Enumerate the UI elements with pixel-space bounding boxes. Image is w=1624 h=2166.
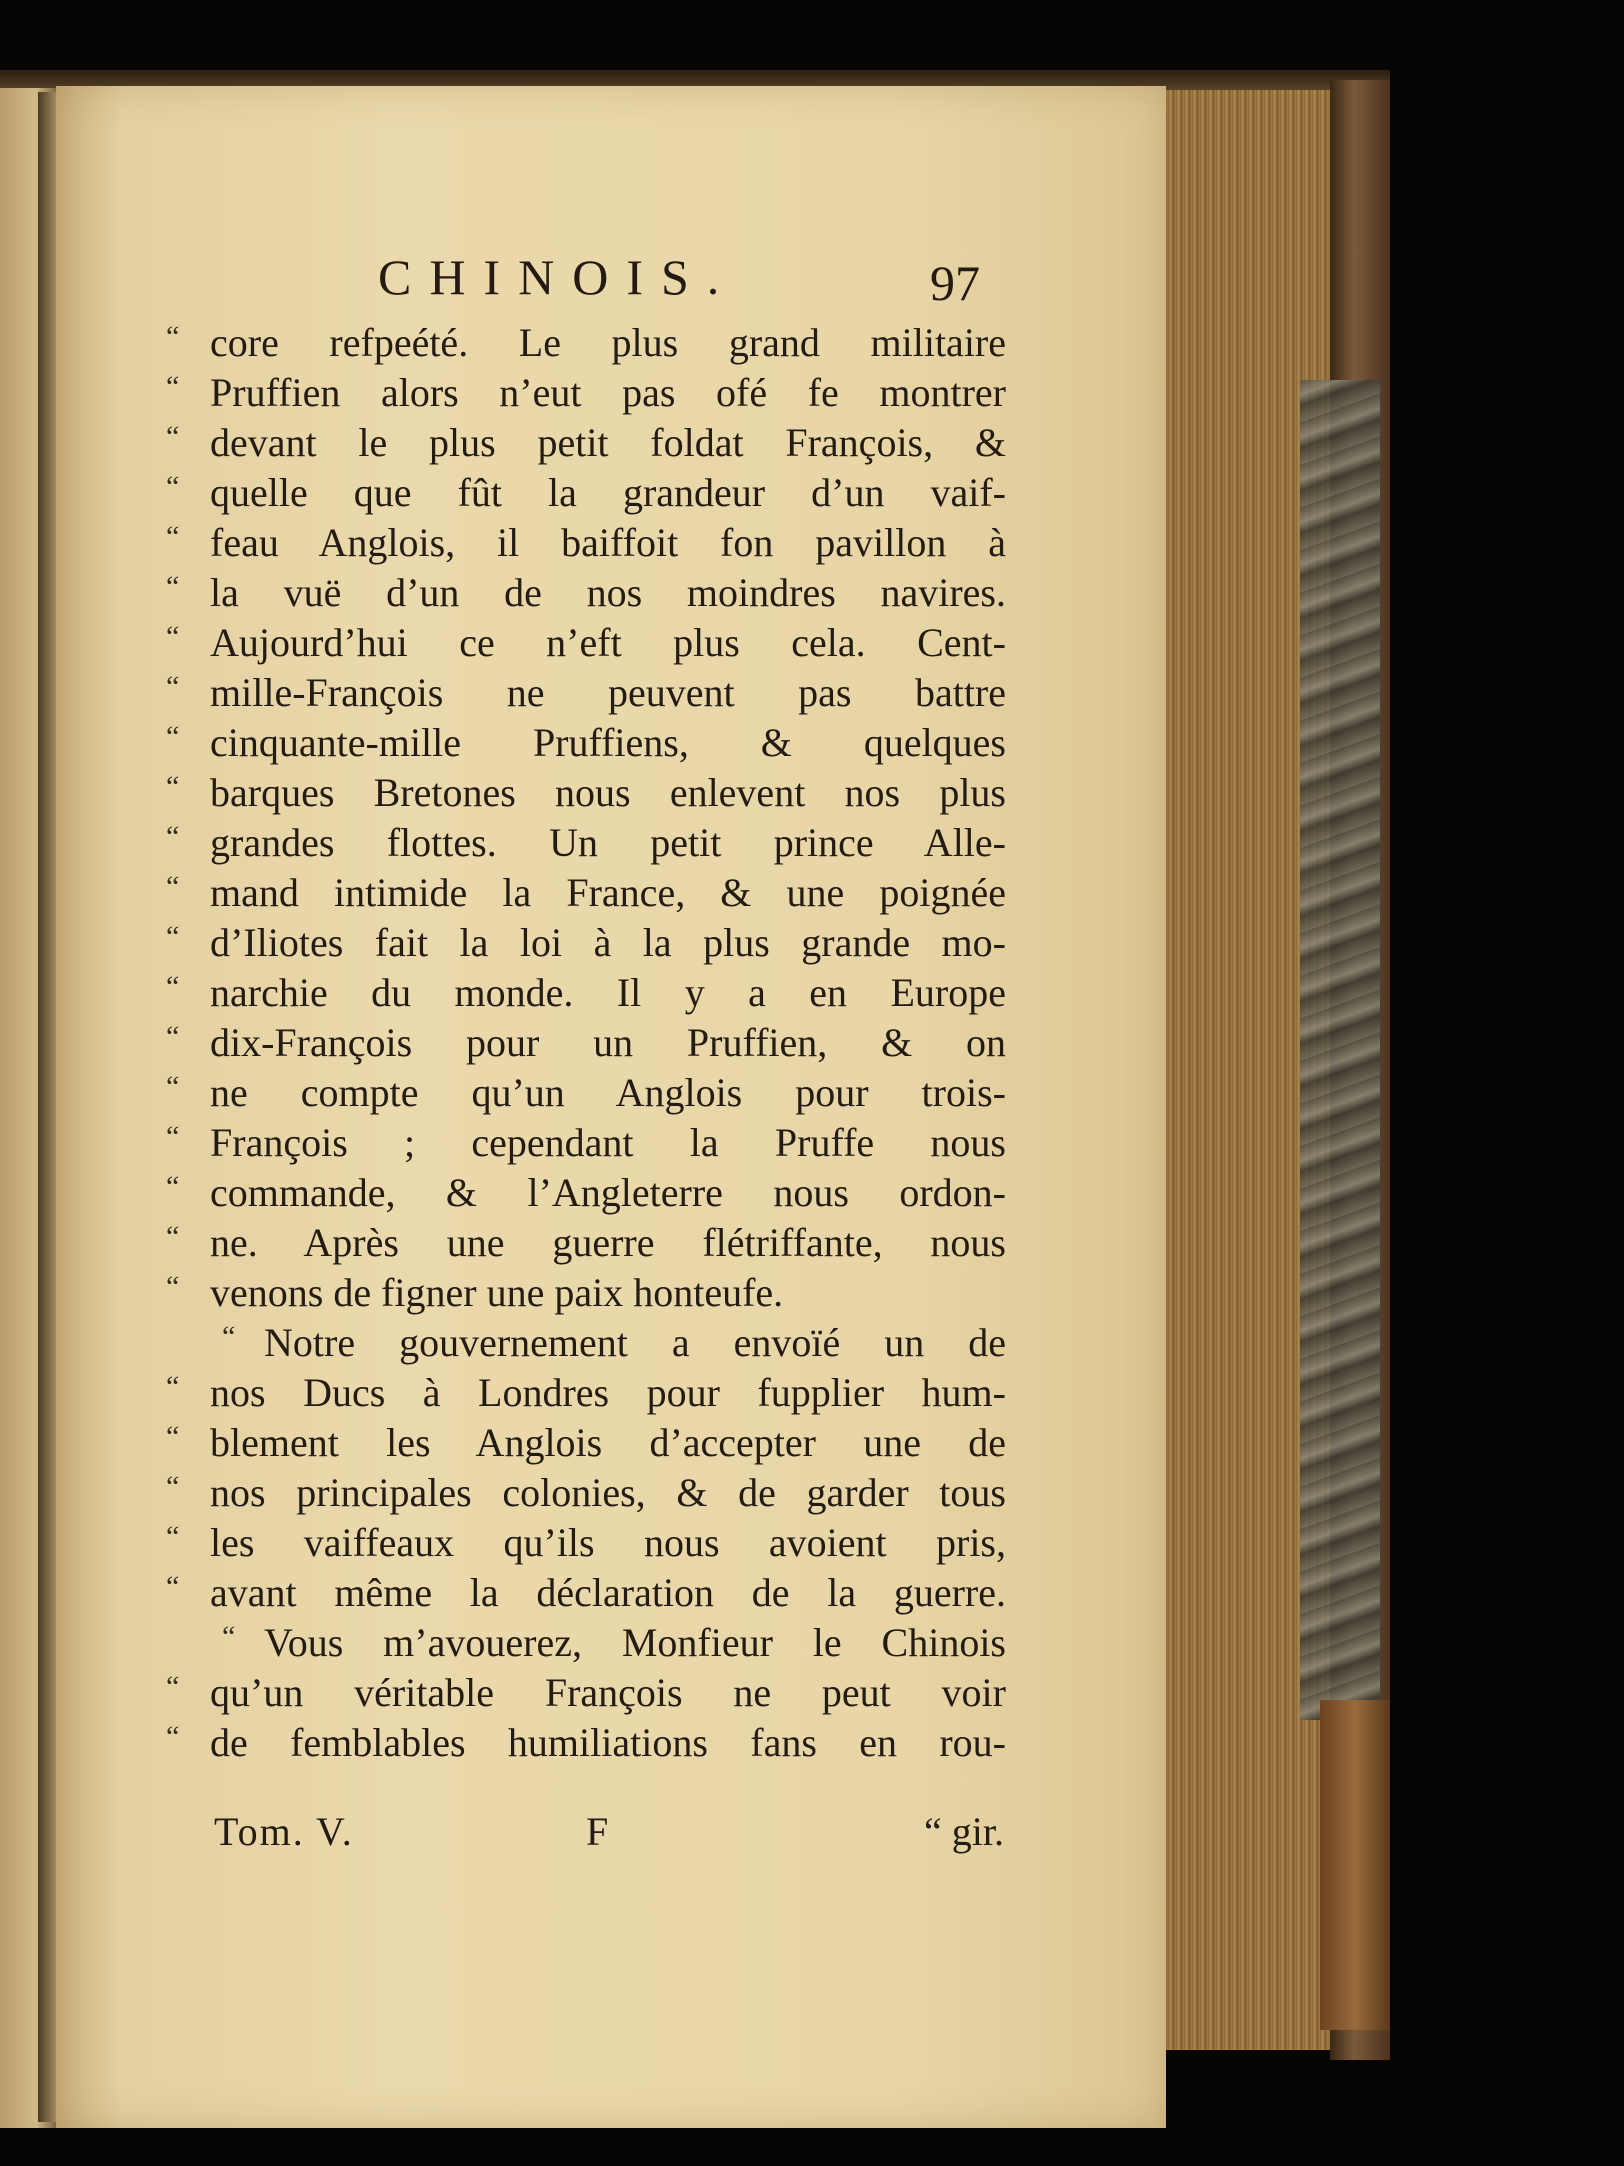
line-text: François ; cependant la Pruffe nous <box>210 1120 1006 1165</box>
line-text: barques Bretones nous enlevent nos plus <box>210 770 1006 815</box>
text-line <box>166 1618 1006 1668</box>
quote-mark: “ <box>166 1720 180 1753</box>
text-line <box>166 1518 1006 1568</box>
text-line <box>166 1418 1006 1468</box>
line-text: les vaiffeaux qu’ils nous avoient pris, <box>210 1520 1006 1565</box>
quote-mark: “ <box>222 1620 236 1653</box>
leather-corner <box>1320 1700 1390 2030</box>
text-line <box>166 918 1006 968</box>
text-line <box>166 1168 1006 1218</box>
quote-mark: “ <box>166 470 180 503</box>
running-head-title: CHINOIS. <box>378 249 738 305</box>
text-line <box>166 868 1006 918</box>
quote-mark: “ <box>166 1370 180 1403</box>
line-text: venons de figner une paix honteufe. <box>210 1270 784 1315</box>
quote-mark: “ <box>166 970 180 1003</box>
quote-mark: “ <box>166 320 180 353</box>
line-text: quelle que fût la grandeur d’un vaif- <box>210 470 1006 515</box>
quote-mark: “ <box>166 1020 180 1053</box>
text-line <box>166 1068 1006 1118</box>
line-text: mille-François ne peuvent pas battre <box>210 670 1006 715</box>
line-text: de femblables humiliations fans en rou- <box>210 1720 1006 1765</box>
quote-mark: “ <box>166 870 180 903</box>
text-line <box>166 368 1006 418</box>
line-text: nos principales colonies, & de garder tous <box>210 1470 1006 1515</box>
quote-mark: “ <box>166 370 180 403</box>
line-text: ne. Après une guerre flétriffante, nous <box>210 1220 1006 1265</box>
text-line <box>166 1318 1006 1368</box>
text-line <box>166 1568 1006 1618</box>
quote-mark: “ <box>166 720 180 753</box>
line-text: Pruffien alors n’eut pas ofé fe montrer <box>210 370 1006 415</box>
quote-mark: “ <box>166 670 180 703</box>
text-line <box>166 718 1006 768</box>
line-text: avant même la déclaration de la guerre. <box>210 1570 1006 1615</box>
quote-mark: “ <box>166 520 180 553</box>
line-text: dix-François pour un Pruffien, & on <box>210 1020 1006 1065</box>
line-text: grandes flottes. Un petit prince Alle- <box>210 820 1006 865</box>
text-line <box>166 968 1006 1018</box>
text-line <box>166 1468 1006 1518</box>
quote-mark: “ <box>166 1470 180 1503</box>
line-text: la vuë d’un de nos moindres navires. <box>210 570 1006 615</box>
quote-mark: “ <box>166 1270 180 1303</box>
signature-line <box>214 1808 1004 1868</box>
line-text: narchie du monde. Il y a en Europe <box>210 970 1006 1015</box>
text-line <box>166 318 1006 368</box>
signature-mark: F <box>586 1809 609 1854</box>
quote-mark: “ <box>166 1070 180 1103</box>
text-line <box>166 418 1006 468</box>
text-line <box>166 768 1006 818</box>
text-line <box>166 1118 1006 1168</box>
line-text: devant le plus petit foldat François, & <box>210 420 1006 465</box>
quote-mark: “ <box>166 1570 180 1603</box>
text-line <box>166 1368 1006 1418</box>
quote-mark: “ <box>166 1120 180 1153</box>
line-text: mand intimide la France, & une poignée <box>210 870 1006 915</box>
text-line <box>166 818 1006 868</box>
text-line <box>166 1218 1006 1268</box>
line-text: cinquante-mille Pruffiens, & quelques <box>210 720 1006 765</box>
text-line <box>166 468 1006 518</box>
text-line <box>166 568 1006 618</box>
quote-mark: “ <box>166 1420 180 1453</box>
text-line <box>166 1268 1006 1318</box>
line-text: Vous m’avouerez, Monfieur le Chinois <box>264 1620 1006 1665</box>
line-text: Notre gouvernement a envoïé un de <box>264 1320 1006 1365</box>
quote-mark: “ <box>166 1520 180 1553</box>
running-head <box>378 248 1018 328</box>
quote-mark: “ <box>222 1320 236 1353</box>
volume-mark: Tom. V. <box>214 1809 354 1854</box>
line-text: blement les Anglois d’accepter une de <box>210 1420 1006 1465</box>
line-text: d’Iliotes fait la loi à la plus grande mo- <box>210 920 1006 965</box>
line-text: feau Anglois, il baiffoit fon pavillon à <box>210 520 1006 565</box>
quote-mark: “ <box>166 1670 180 1703</box>
line-text: qu’un véritable François ne peut voir <box>210 1670 1006 1715</box>
line-text: core refpeété. Le plus grand militaire <box>210 320 1006 365</box>
text-line <box>166 668 1006 718</box>
page-number: 97 <box>930 255 980 311</box>
line-text: commande, & l’Angleterre nous ordon- <box>210 1170 1006 1215</box>
text-line <box>166 1018 1006 1068</box>
quote-mark: “ <box>166 920 180 953</box>
line-text: ne compte qu’un Anglois pour trois- <box>210 1070 1006 1115</box>
text-line <box>166 518 1006 568</box>
quote-mark: “ <box>166 420 180 453</box>
quote-mark: “ <box>166 1220 180 1253</box>
quote-mark: “ <box>166 620 180 653</box>
line-text: Aujourd’hui ce n’eft plus cela. Cent- <box>210 620 1006 665</box>
quote-mark: “ <box>166 820 180 853</box>
marbled-cover <box>1300 380 1380 1720</box>
quote-mark: “ <box>166 770 180 803</box>
body-text <box>166 318 1006 1768</box>
catchword: “ gir. <box>924 1809 1004 1854</box>
text-line <box>166 1668 1006 1718</box>
line-text: nos Ducs à Londres pour fupplier hum- <box>210 1370 1006 1415</box>
text-line <box>166 618 1006 668</box>
quote-mark: “ <box>166 1170 180 1203</box>
text-line <box>166 1718 1006 1768</box>
quote-mark: “ <box>166 570 180 603</box>
